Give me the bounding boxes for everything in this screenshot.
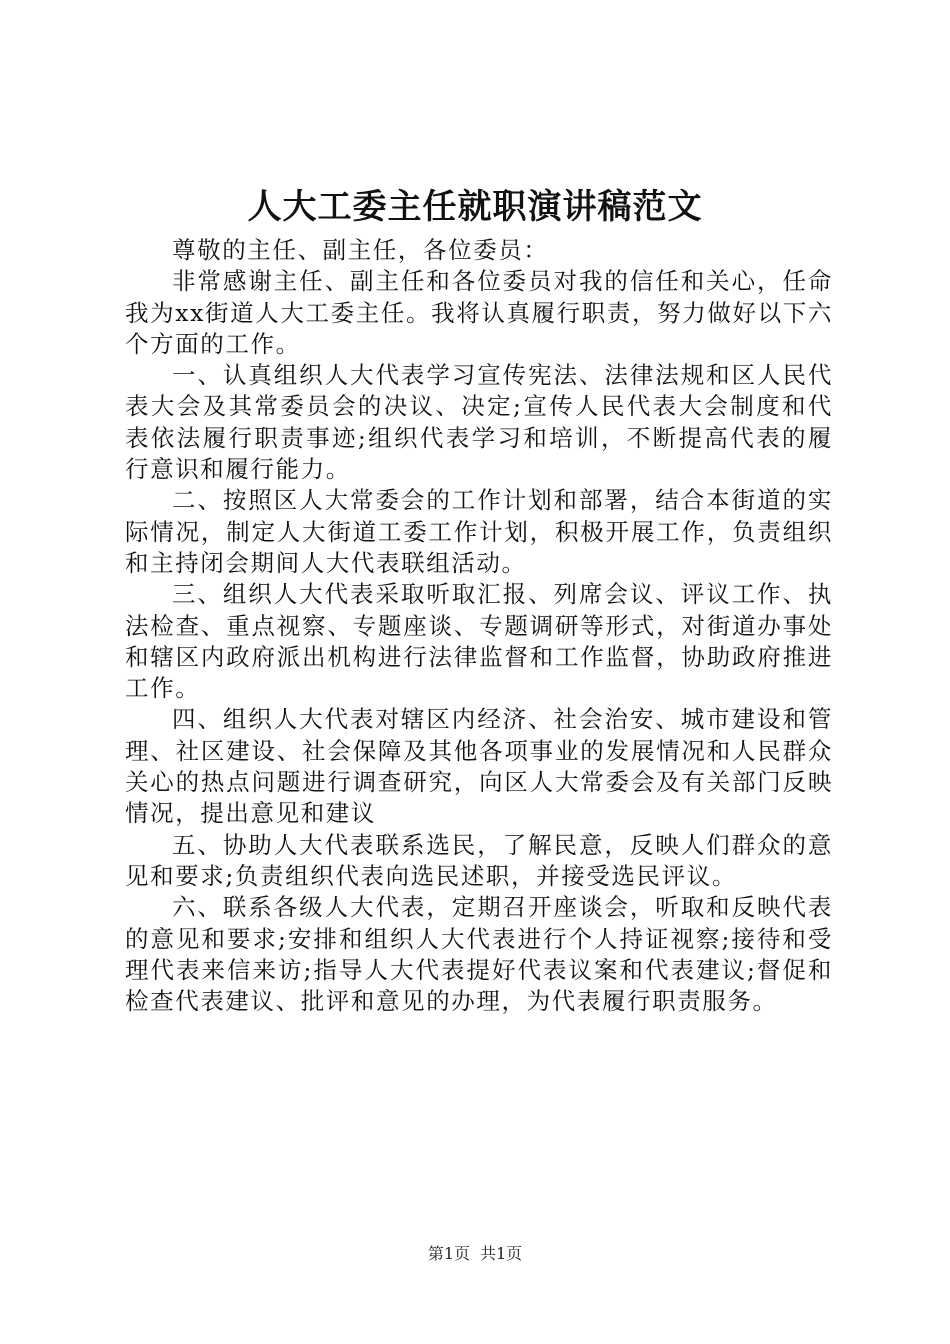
document-title: 人大工委主任就职演讲稿范文	[247, 187, 703, 227]
item-three-paragraph: 三、组织人大代表采取听取汇报、列席会议、评议工作、执法检查、重点视察、专题座谈、专题调研等形式，对街道办事处和辖区内政府派出机构进行法律监督和工作监督，协助政府推进工作。	[125, 580, 833, 703]
document-body	[125, 235, 833, 1017]
item-one-paragraph: 一、认真组织人大代表学习宣传宪法、法律法规和区人民代表大会及其常委员会的决议、决定;宣传人民代表大会制度和代表依法履行职责事迹;组织代表学习和培训，不断提高代表的履行意识和履行能力。	[125, 361, 833, 484]
page-number-current: 第1页	[427, 1244, 470, 1263]
page-footer	[0, 1243, 950, 1265]
page-number-total: 共1页	[480, 1244, 523, 1263]
salutation-paragraph: 尊敬的主任、副主任，各位委员：	[172, 236, 549, 264]
item-six-paragraph: 六、联系各级人大代表，定期召开座谈会，听取和反映代表的意见和要求;安排和组织人大代表进行个人持证视察;接待和受理代表来信来访;指导人大代表提好代表议案和代表建议;督促和检查代表建议、批评和意见的办理，为代表履行职责服务。	[125, 893, 833, 1016]
item-two-paragraph: 二、按照区人大常委会的工作计划和部署，结合本街道的实际情况，制定人大街道工委工作计划，积极开展工作，负责组织和主持闭会期间人大代表联组活动。	[125, 486, 833, 577]
item-four-paragraph: 四、组织人大代表对辖区内经济、社会治安、城市建设和管理、社区建设、社会保障及其他各项事业的发展情况和人民群众关心的热点问题进行调查研究，向区人大常委会及有关部门反映情况，提出意见和建议	[125, 705, 833, 828]
intro-paragraph: 非常感谢主任、副主任和各位委员对我的信任和关心，任命我为xx街道人大工委主任。我将认真履行职责，努力做好以下六个方面的工作。	[125, 267, 833, 358]
item-five-paragraph: 五、协助人大代表联系选民，了解民意，反映人们群众的意见和要求;负责组织代表向选民述职，并接受选民评议。	[125, 830, 833, 890]
